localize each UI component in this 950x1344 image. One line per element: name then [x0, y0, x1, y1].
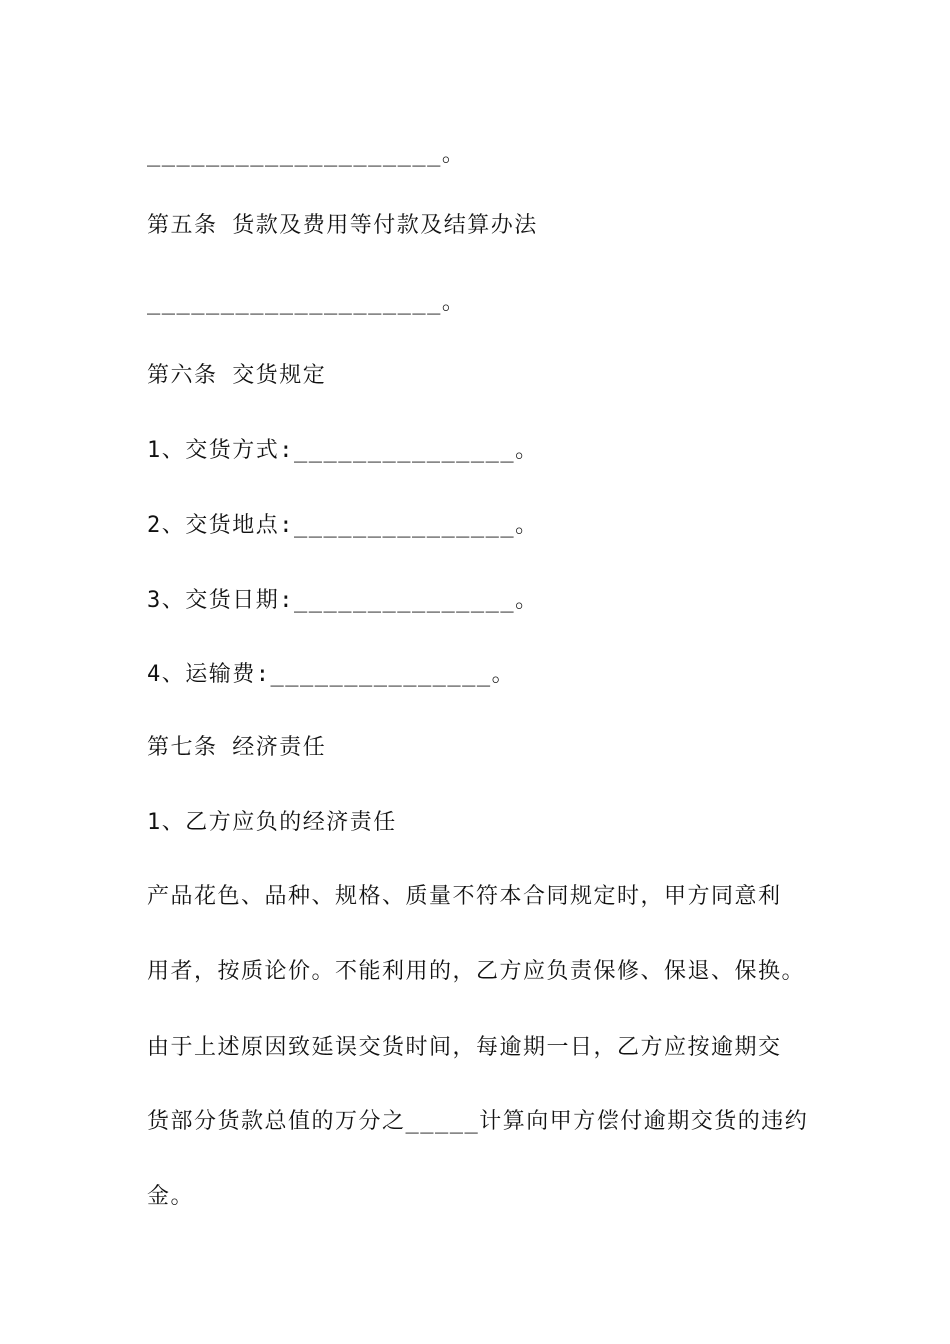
article-6-heading: 第六条 交货规定 — [147, 363, 327, 388]
paragraph-line-2: 用者，按质论价。不能利用的，乙方应负责保修、保退、保换。 — [147, 959, 806, 984]
article-5-heading: 第五条 货款及费用等付款及结算办法 — [147, 213, 538, 238]
paragraph-line-3: 由于上述原因致延误交货时间，每逾期一日，乙方应按逾期交 — [147, 1035, 782, 1060]
delivery-date-item: 3、交货日期:_______________。 — [147, 588, 539, 613]
delivery-method-item: 1、交货方式:_______________。 — [147, 438, 539, 463]
party-b-liability-heading: 1、乙方应负的经济责任 — [147, 810, 397, 835]
blank-line-2: ____________________。 — [147, 290, 466, 315]
paragraph-line-1: 产品花色、品种、规格、质量不符本合同规定时，甲方同意利 — [147, 884, 782, 909]
blank-line-1: ____________________。 — [147, 142, 466, 167]
paragraph-line-4: 货部分货款总值的万分之_____计算向甲方偿付逾期交货的违约 — [147, 1109, 809, 1134]
paragraph-line-5: 金。 — [147, 1184, 195, 1209]
article-7-heading: 第七条 经济责任 — [147, 735, 327, 760]
shipping-fee-item: 4、运输费:_______________。 — [147, 662, 516, 687]
delivery-location-item: 2、交货地点:_______________。 — [147, 513, 539, 538]
